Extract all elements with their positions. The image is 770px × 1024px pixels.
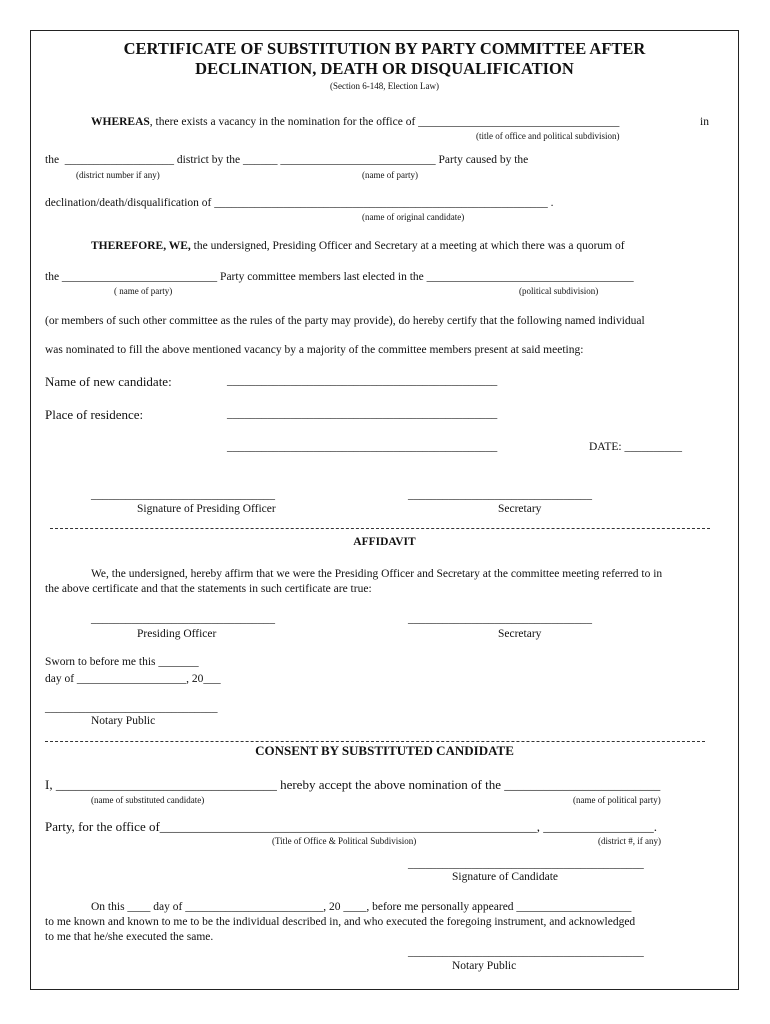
substituted-candidate-caption: (name of substituted candidate): [91, 795, 205, 805]
committee-line[interactable]: the ___________________________ Party committee members last elected in the ____________________________________: [45, 271, 634, 283]
affidavit-secretary-label: Secretary: [498, 628, 542, 640]
affidavit-notary-label: Notary Public: [91, 715, 156, 727]
declination-line[interactable]: declination/death/disqualification of __________________________________________________________ .: [45, 197, 554, 209]
whereas-lead: WHEREAS: [91, 116, 150, 128]
whereas-text[interactable]: , there exists a vacancy in the nomination for the office of ___________________________________: [149, 116, 620, 128]
secretary-signature-line[interactable]: ________________________________: [408, 489, 592, 501]
party-caption: (name of party): [362, 170, 418, 180]
presiding-officer-signature-line[interactable]: ________________________________: [91, 489, 275, 501]
committee-party-caption: ( name of party): [114, 286, 173, 296]
date-field[interactable]: DATE: __________: [589, 441, 682, 453]
affidavit-line1: We, the undersigned, hereby affirm that we were the Presiding Officer and Secretary at the committee meeting referred to in: [91, 568, 663, 580]
therefore-clause: [91, 240, 625, 253]
sworn-line[interactable]: Sworn to before me this _______: [45, 656, 199, 668]
secretary-label: Secretary: [498, 503, 542, 515]
affidavit-notary-signature-line[interactable]: ______________________________: [45, 702, 218, 714]
whereas-in: in: [700, 116, 709, 128]
political-party-caption: (name of political party): [573, 795, 661, 805]
statute-citation: (Section 6-148, Election Law): [330, 81, 439, 91]
office-line[interactable]: Party, for the office of__________________________________________________________, _________________.: [45, 819, 658, 834]
affidavit-line2: the above certificate and that the statements in such certificate are true:: [45, 583, 372, 595]
original-candidate-caption: (name of original candidate): [362, 212, 465, 222]
residence-label: Place of residence:: [45, 407, 144, 422]
members-line: (or members of such other committee as the rules of the party may provide), do hereby certify that the following named individual: [45, 315, 645, 327]
affidavit-presiding-signature-line[interactable]: ________________________________: [91, 613, 275, 625]
residence-field[interactable]: _______________________________________________: [227, 408, 498, 420]
subdivision-caption: (political subdivision): [519, 286, 599, 296]
sworn-day-line[interactable]: day of ___________________, 20___: [45, 673, 221, 685]
new-candidate-field[interactable]: _______________________________________________: [227, 375, 498, 387]
residence-field-2[interactable]: _______________________________________________: [227, 441, 498, 453]
acknowledgment-line3: to me that he/she executed the same.: [45, 931, 214, 943]
presiding-officer-label: Signature of Presiding Officer: [137, 503, 276, 515]
therefore-text: the undersigned, Presiding Officer and Secretary at a meeting at which there was a quorum of: [190, 240, 625, 252]
district-party-line[interactable]: the ___________________ district by the ______ ___________________________ Party caused by the: [45, 154, 529, 166]
consent-notary-signature-line[interactable]: _________________________________________: [408, 946, 644, 958]
district-number-caption: (district #, if any): [598, 836, 661, 846]
section-divider-2: [45, 741, 705, 742]
affidavit-presiding-label: Presiding Officer: [137, 628, 217, 640]
section-divider: [50, 528, 710, 529]
acknowledgment-line2: to me known and known to me to be the individual described in, and who executed the foregoing instrument, and acknowledged: [45, 916, 636, 928]
accept-line[interactable]: I, __________________________________ hereby accept the above nomination of the ________________________: [45, 777, 661, 792]
acknowledgment-line1[interactable]: On this ____ day of ________________________, 20 ____, before me personally appeared ____________________: [91, 901, 632, 913]
affidavit-heading: AFFIDAVIT: [353, 536, 416, 548]
candidate-signature-line[interactable]: _________________________________________: [408, 858, 644, 870]
whereas-clause: [91, 116, 619, 129]
consent-heading: CONSENT BY SUBSTITUTED CANDIDATE: [255, 743, 514, 758]
affidavit-secretary-signature-line[interactable]: ________________________________: [408, 613, 592, 625]
form-title-line1: CERTIFICATE OF SUBSTITUTION BY PARTY COMMITTEE AFTER: [123, 39, 646, 58]
consent-notary-label: Notary Public: [452, 960, 517, 972]
nominated-line: was nominated to fill the above mentioned vacancy by a majority of the committee members present at said meeting:: [45, 344, 584, 356]
therefore-lead: THEREFORE, WE,: [91, 240, 191, 252]
new-candidate-label: Name of new candidate:: [45, 374, 172, 389]
office-caption: (title of office and political subdivision): [476, 131, 620, 141]
form-title-line2: DECLINATION, DEATH OR DISQUALIFICATION: [195, 59, 574, 78]
candidate-signature-label: Signature of Candidate: [452, 871, 559, 883]
office-title-caption: (Title of Office & Political Subdivision): [272, 836, 417, 846]
district-caption: (district number if any): [76, 170, 160, 180]
